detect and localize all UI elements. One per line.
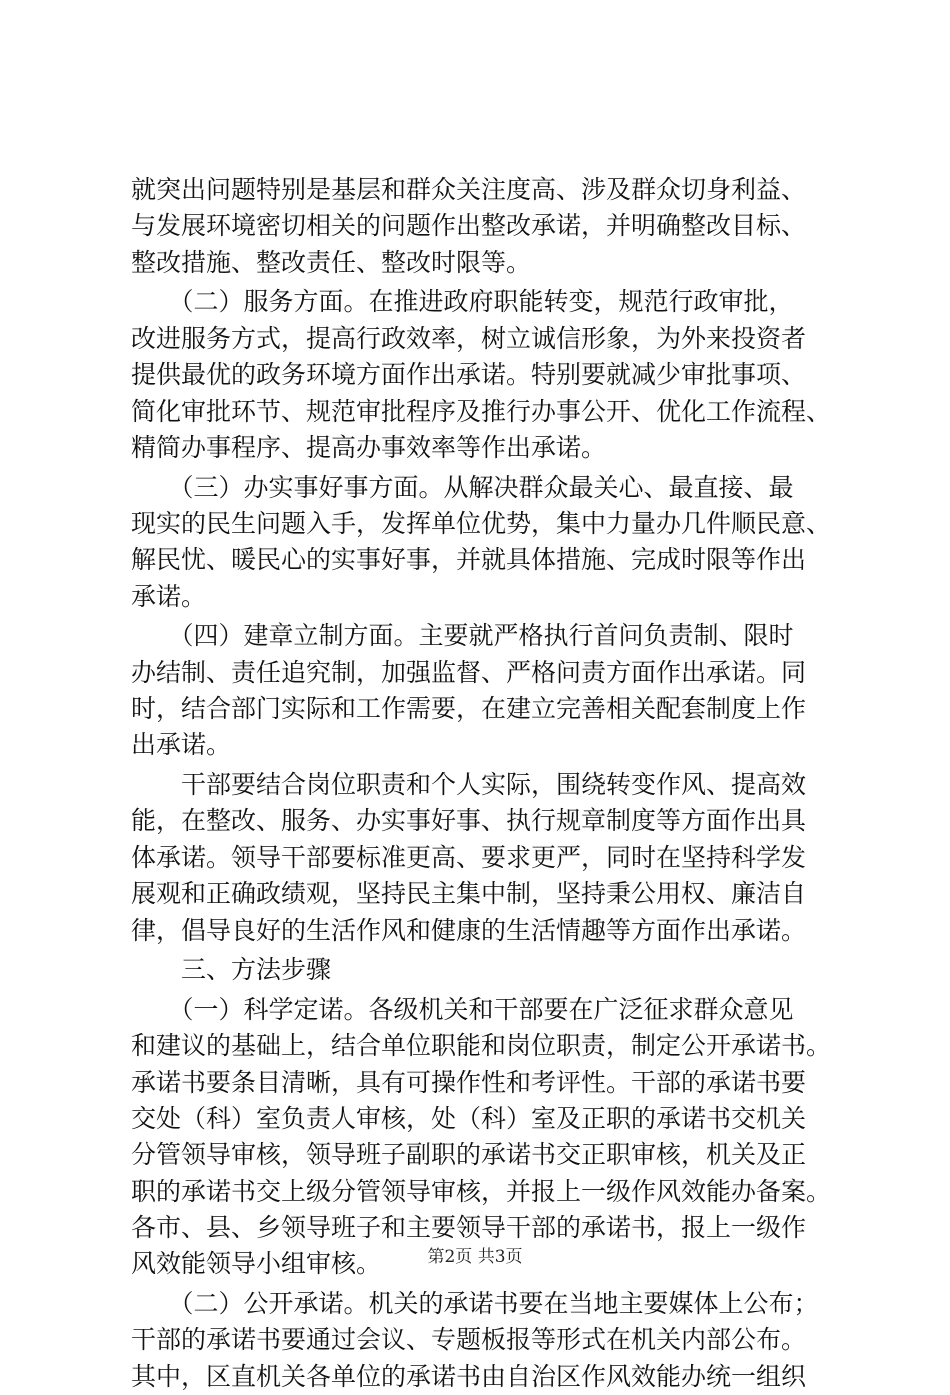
text-line: （二）服务方面。在推进政府职能转变，规范行政审批， xyxy=(131,287,794,317)
text-line: 体承诺。领导干部要标准更高、要求更严，同时在坚持科学发 xyxy=(131,842,807,872)
text-line: 时，结合部门实际和工作需要，在建立完善相关配套制度上作 xyxy=(131,694,807,724)
text-line: 交处（科）室负责人审核，处（科）室及正职的承诺书交机关 xyxy=(131,1103,807,1133)
text-line: 各市、县、乡领导班子和主要领导干部的承诺书，报上一级作 xyxy=(131,1213,807,1243)
text-line: 出承诺。 xyxy=(131,730,232,760)
paragraph xyxy=(131,767,831,949)
text-line: 其中，区直机关各单位的承诺书由自治区作风效能办统一组织 xyxy=(131,1361,807,1391)
text-line: 展观和正确政绩观，坚持民主集中制，坚持秉公用权、廉洁自 xyxy=(131,879,807,909)
paragraph xyxy=(131,284,831,466)
text-line: 整改措施、整改责任、整改时限等。 xyxy=(131,247,532,277)
text-line: 办结制、责任追究制，加强监督、严格问责方面作出承诺。同 xyxy=(131,657,807,687)
paragraph xyxy=(131,1286,831,1395)
text-line: 和建议的基础上，结合单位职能和岗位职责，制定公开承诺书。 xyxy=(131,1031,832,1061)
document-body xyxy=(131,172,831,1395)
text-line: 分管领导审核，领导班子副职的承诺书交正职审核，机关及正 xyxy=(131,1140,807,1170)
text-line: （二）公开承诺。机关的承诺书要在当地主要媒体上公布； xyxy=(131,1289,819,1319)
text-line: （四）建章立制方面。主要就严格执行首问负责制、限时 xyxy=(131,621,794,651)
text-line: 精简办事程序、提高办事效率等作出承诺。 xyxy=(131,432,607,462)
text-line: 风效能领导小组审核。 xyxy=(131,1249,382,1279)
paragraph xyxy=(131,992,831,1283)
text-line: 现实的民生问题入手，发挥单位优势，集中力量办几件顺民意、 xyxy=(131,508,832,538)
text-line: （一）科学定诺。各级机关和干部要在广泛征求群众意见 xyxy=(131,994,794,1024)
text-line: 简化审批环节、规范审批程序及推行办事公开、优化工作流程、 xyxy=(131,396,832,426)
text-line: 解民忧、暖民心的实事好事，并就具体措施、完成时限等作出 xyxy=(131,545,807,575)
text-line: 能，在整改、服务、办实事好事、执行规章制度等方面作出具 xyxy=(131,806,807,836)
text-line: 承诺书要条目清晰，具有可操作性和考评性。干部的承诺书要 xyxy=(131,1067,807,1097)
paragraph xyxy=(131,172,831,281)
paragraph xyxy=(131,470,831,616)
text-line: 提供最优的政务环境方面作出承诺。特别要就减少审批事项、 xyxy=(131,360,807,390)
paragraph xyxy=(131,618,831,764)
text-line: 就突出问题特别是基层和群众关注度高、涉及群众切身利益、 xyxy=(131,175,807,204)
text-line: 承诺。 xyxy=(131,581,207,611)
page-footer: 第2页 共3页 xyxy=(427,1247,523,1267)
text-line: 改进服务方式，提高行政效率，树立诚信形象，为外来投资者 xyxy=(131,323,807,353)
text-line: 律，倡导良好的生活作风和健康的生活情趣等方面作出承诺。 xyxy=(131,915,807,945)
text-line: 职的承诺书交上级分管领导审核，并报上一级作风效能办备案。 xyxy=(131,1176,832,1206)
text-line: （三）办实事好事方面。从解决群众最关心、最直接、最 xyxy=(131,472,794,502)
text-line: 干部的承诺书要通过会议、专题板报等形式在机关内部公布。 xyxy=(131,1325,807,1355)
paragraph xyxy=(131,952,831,988)
text-line: 干部要结合岗位职责和个人实际，围绕转变作风、提高效 xyxy=(131,770,807,799)
text-line: 与发展环境密切相关的问题作出整改承诺，并明确整改目标、 xyxy=(131,211,807,241)
text-line: 三、方法步骤 xyxy=(131,955,332,985)
